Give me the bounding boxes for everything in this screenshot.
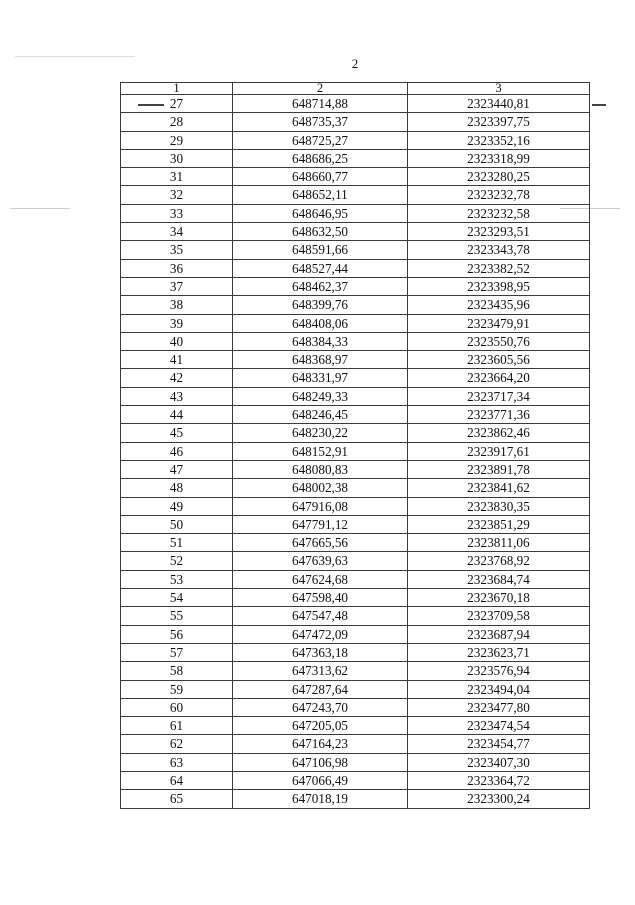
point-number-cell: 50 bbox=[121, 515, 233, 533]
point-number-cell: 64 bbox=[121, 771, 233, 789]
point-number-cell: 61 bbox=[121, 717, 233, 735]
y-coordinate-cell: 2323300,24 bbox=[408, 790, 590, 808]
y-coordinate-cell: 2323917,61 bbox=[408, 442, 590, 460]
y-coordinate-cell: 2323494,04 bbox=[408, 680, 590, 698]
point-number-cell: 45 bbox=[121, 424, 233, 442]
y-coordinate-cell: 2323352,16 bbox=[408, 131, 590, 149]
table-row bbox=[121, 479, 590, 497]
y-coordinate-cell: 2323398,95 bbox=[408, 277, 590, 295]
x-coordinate-cell: 647916,08 bbox=[233, 497, 408, 515]
point-number-cell: 54 bbox=[121, 589, 233, 607]
table-row bbox=[121, 241, 590, 259]
point-number-cell: 57 bbox=[121, 643, 233, 661]
table-row bbox=[121, 662, 590, 680]
table-row bbox=[121, 277, 590, 295]
x-coordinate-cell: 647205,05 bbox=[233, 717, 408, 735]
x-coordinate-cell: 648408,06 bbox=[233, 314, 408, 332]
point-number-cell: 28 bbox=[121, 113, 233, 131]
point-number-cell: 31 bbox=[121, 168, 233, 186]
y-coordinate-cell: 2323318,99 bbox=[408, 149, 590, 167]
y-coordinate-cell: 2323474,54 bbox=[408, 717, 590, 735]
x-coordinate-cell: 648246,45 bbox=[233, 406, 408, 424]
x-coordinate-cell: 647243,70 bbox=[233, 698, 408, 716]
table-row bbox=[121, 771, 590, 789]
y-coordinate-cell: 2323382,52 bbox=[408, 259, 590, 277]
x-coordinate-cell: 647547,48 bbox=[233, 607, 408, 625]
x-coordinate-cell: 648368,97 bbox=[233, 351, 408, 369]
y-coordinate-cell: 2323232,58 bbox=[408, 204, 590, 222]
point-number-cell: 60 bbox=[121, 698, 233, 716]
point-number-cell: 37 bbox=[121, 277, 233, 295]
table-row bbox=[121, 753, 590, 771]
table-row bbox=[121, 424, 590, 442]
x-coordinate-cell: 648249,33 bbox=[233, 387, 408, 405]
x-coordinate-cell: 648632,50 bbox=[233, 223, 408, 241]
point-number-cell: 33 bbox=[121, 204, 233, 222]
x-coordinate-cell: 648591,66 bbox=[233, 241, 408, 259]
y-coordinate-cell: 2323477,80 bbox=[408, 698, 590, 716]
x-coordinate-cell: 647639,63 bbox=[233, 552, 408, 570]
table-row bbox=[121, 460, 590, 478]
y-coordinate-cell: 2323841,62 bbox=[408, 479, 590, 497]
x-coordinate-cell: 647164,23 bbox=[233, 735, 408, 753]
point-number-cell: 46 bbox=[121, 442, 233, 460]
y-coordinate-cell: 2323830,35 bbox=[408, 497, 590, 515]
y-coordinate-cell: 2323768,92 bbox=[408, 552, 590, 570]
point-number-cell: 30 bbox=[121, 149, 233, 167]
y-coordinate-cell: 2323670,18 bbox=[408, 589, 590, 607]
y-coordinate-cell: 2323435,96 bbox=[408, 296, 590, 314]
point-number-cell: 59 bbox=[121, 680, 233, 698]
table-row bbox=[121, 131, 590, 149]
x-coordinate-cell: 647624,68 bbox=[233, 570, 408, 588]
scan-artifact bbox=[15, 56, 135, 57]
x-coordinate-cell: 647791,12 bbox=[233, 515, 408, 533]
x-coordinate-cell: 648399,76 bbox=[233, 296, 408, 314]
table-row bbox=[121, 552, 590, 570]
table-row bbox=[121, 515, 590, 533]
table-header-row bbox=[121, 83, 590, 95]
scan-artifact bbox=[10, 208, 70, 209]
y-coordinate-cell: 2323771,36 bbox=[408, 406, 590, 424]
x-coordinate-cell: 648725,27 bbox=[233, 131, 408, 149]
point-number-cell: 55 bbox=[121, 607, 233, 625]
x-coordinate-cell: 648527,44 bbox=[233, 259, 408, 277]
point-number-cell: 44 bbox=[121, 406, 233, 424]
y-coordinate-cell: 2323891,78 bbox=[408, 460, 590, 478]
point-number-cell: 36 bbox=[121, 259, 233, 277]
point-number-cell: 29 bbox=[121, 131, 233, 149]
table-row bbox=[121, 113, 590, 131]
point-number-cell: 49 bbox=[121, 497, 233, 515]
table-row bbox=[121, 643, 590, 661]
y-coordinate-cell: 2323709,58 bbox=[408, 607, 590, 625]
column-header: 3 bbox=[408, 83, 590, 95]
x-coordinate-cell: 648152,91 bbox=[233, 442, 408, 460]
table-body bbox=[121, 95, 590, 809]
coordinates-table bbox=[120, 82, 590, 809]
table-row bbox=[121, 223, 590, 241]
point-number-cell: 65 bbox=[121, 790, 233, 808]
table-row bbox=[121, 332, 590, 350]
point-number-cell: 63 bbox=[121, 753, 233, 771]
y-coordinate-cell: 2323343,78 bbox=[408, 241, 590, 259]
y-coordinate-cell: 2323364,72 bbox=[408, 771, 590, 789]
x-coordinate-cell: 648660,77 bbox=[233, 168, 408, 186]
point-number-cell: 62 bbox=[121, 735, 233, 753]
point-number-cell: 47 bbox=[121, 460, 233, 478]
table-row bbox=[121, 387, 590, 405]
y-coordinate-cell: 2323664,20 bbox=[408, 369, 590, 387]
x-coordinate-cell: 648080,83 bbox=[233, 460, 408, 478]
x-coordinate-cell: 648331,97 bbox=[233, 369, 408, 387]
x-coordinate-cell: 648002,38 bbox=[233, 479, 408, 497]
y-coordinate-cell: 2323232,78 bbox=[408, 186, 590, 204]
y-coordinate-cell: 2323479,91 bbox=[408, 314, 590, 332]
table-row bbox=[121, 625, 590, 643]
table-row bbox=[121, 607, 590, 625]
point-number-cell: 38 bbox=[121, 296, 233, 314]
x-coordinate-cell: 648462,37 bbox=[233, 277, 408, 295]
table-row bbox=[121, 95, 590, 113]
table-row bbox=[121, 589, 590, 607]
point-number-cell: 58 bbox=[121, 662, 233, 680]
y-coordinate-cell: 2323684,74 bbox=[408, 570, 590, 588]
x-coordinate-cell: 647665,56 bbox=[233, 534, 408, 552]
x-coordinate-cell: 648714,88 bbox=[233, 95, 408, 113]
table-row bbox=[121, 296, 590, 314]
x-coordinate-cell: 647472,09 bbox=[233, 625, 408, 643]
x-coordinate-cell: 648735,37 bbox=[233, 113, 408, 131]
x-coordinate-cell: 647313,62 bbox=[233, 662, 408, 680]
y-coordinate-cell: 2323605,56 bbox=[408, 351, 590, 369]
table-row bbox=[121, 149, 590, 167]
point-number-cell: 51 bbox=[121, 534, 233, 552]
x-coordinate-cell: 647363,18 bbox=[233, 643, 408, 661]
x-coordinate-cell: 647598,40 bbox=[233, 589, 408, 607]
table-row bbox=[121, 442, 590, 460]
table-row bbox=[121, 680, 590, 698]
x-coordinate-cell: 648384,33 bbox=[233, 332, 408, 350]
column-header: 1 bbox=[121, 83, 233, 95]
column-header: 2 bbox=[233, 83, 408, 95]
point-number-cell: 35 bbox=[121, 241, 233, 259]
table-row bbox=[121, 186, 590, 204]
table-row bbox=[121, 698, 590, 716]
y-coordinate-cell: 2323687,94 bbox=[408, 625, 590, 643]
table-row bbox=[121, 351, 590, 369]
point-number-cell: 41 bbox=[121, 351, 233, 369]
point-number-cell: 48 bbox=[121, 479, 233, 497]
y-coordinate-cell: 2323717,34 bbox=[408, 387, 590, 405]
point-number-cell: 32 bbox=[121, 186, 233, 204]
page-number: 2 bbox=[351, 56, 359, 71]
y-coordinate-cell: 2323862,46 bbox=[408, 424, 590, 442]
x-coordinate-cell: 648652,11 bbox=[233, 186, 408, 204]
x-coordinate-cell: 647287,64 bbox=[233, 680, 408, 698]
x-coordinate-cell: 648230,22 bbox=[233, 424, 408, 442]
point-number-cell: 52 bbox=[121, 552, 233, 570]
y-coordinate-cell: 2323407,30 bbox=[408, 753, 590, 771]
table-row bbox=[121, 790, 590, 808]
point-number-cell: 34 bbox=[121, 223, 233, 241]
point-number-cell: 56 bbox=[121, 625, 233, 643]
y-coordinate-cell: 2323293,51 bbox=[408, 223, 590, 241]
y-coordinate-cell: 2323440,81 bbox=[408, 95, 590, 113]
table-row bbox=[121, 570, 590, 588]
point-number-cell: 53 bbox=[121, 570, 233, 588]
scan-artifact bbox=[592, 104, 606, 106]
point-number-cell: 42 bbox=[121, 369, 233, 387]
point-number-cell: 43 bbox=[121, 387, 233, 405]
table-row bbox=[121, 534, 590, 552]
table-row bbox=[121, 259, 590, 277]
y-coordinate-cell: 2323623,71 bbox=[408, 643, 590, 661]
x-coordinate-cell: 648686,25 bbox=[233, 149, 408, 167]
x-coordinate-cell: 647018,19 bbox=[233, 790, 408, 808]
y-coordinate-cell: 2323851,29 bbox=[408, 515, 590, 533]
table-row bbox=[121, 204, 590, 222]
point-number-cell: 40 bbox=[121, 332, 233, 350]
table-row bbox=[121, 735, 590, 753]
table-row bbox=[121, 406, 590, 424]
table-row bbox=[121, 717, 590, 735]
point-number-cell: 39 bbox=[121, 314, 233, 332]
y-coordinate-cell: 2323576,94 bbox=[408, 662, 590, 680]
x-coordinate-cell: 647106,98 bbox=[233, 753, 408, 771]
y-coordinate-cell: 2323280,25 bbox=[408, 168, 590, 186]
y-coordinate-cell: 2323550,76 bbox=[408, 332, 590, 350]
y-coordinate-cell: 2323454,77 bbox=[408, 735, 590, 753]
x-coordinate-cell: 648646,95 bbox=[233, 204, 408, 222]
table-row bbox=[121, 497, 590, 515]
y-coordinate-cell: 2323811,06 bbox=[408, 534, 590, 552]
table-row bbox=[121, 314, 590, 332]
point-number-cell: 27 bbox=[121, 95, 233, 113]
table-row bbox=[121, 168, 590, 186]
y-coordinate-cell: 2323397,75 bbox=[408, 113, 590, 131]
table-row bbox=[121, 369, 590, 387]
x-coordinate-cell: 647066,49 bbox=[233, 771, 408, 789]
